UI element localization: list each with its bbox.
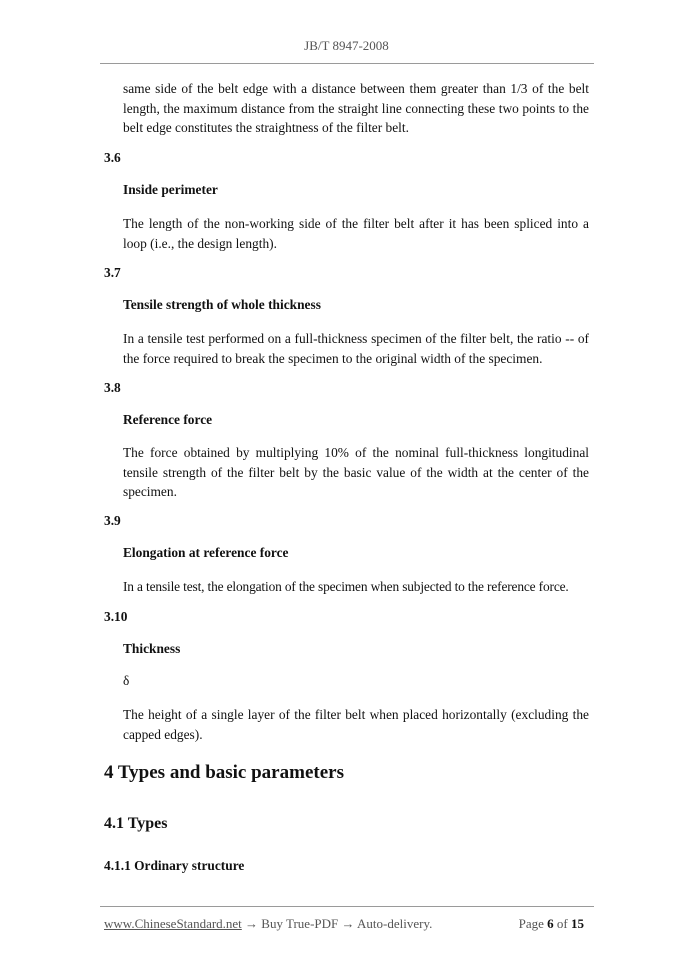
clause-number-3-7: 3.7	[104, 265, 121, 280]
clause-number-3-6: 3.6	[104, 150, 121, 165]
arrow-right-icon: →	[245, 916, 259, 931]
term-reference-force: Reference force	[123, 412, 213, 427]
paragraph-straightness-continued: same side of the belt edge with a distance between them greater than 1/3 of the belt length, the maximum distance from the straight line connecting these two points to the belt edge constitutes the straightness of the filter belt.	[123, 81, 589, 135]
page-total: 15	[571, 916, 584, 931]
site-link[interactable]: www.ChineseStandard.net	[104, 916, 242, 931]
footer-promo	[104, 916, 432, 932]
header-divider	[100, 63, 594, 64]
section-heading-4-1: 4.1 Types	[104, 815, 168, 832]
buy-pdf-text: Buy True-PDF	[261, 916, 339, 931]
definition-elongation: In a tensile test, the elongation of the specimen when subjected to the reference force.	[123, 579, 569, 594]
page-current: 6	[547, 916, 554, 931]
symbol-delta: δ	[123, 673, 130, 688]
section-heading-4: 4 Types and basic parameters	[104, 762, 344, 783]
clause-number-3-9: 3.9	[104, 513, 121, 528]
section-heading-4-1-1: 4.1.1 Ordinary structure	[104, 858, 245, 873]
page-label: Page	[518, 916, 544, 931]
arrow-right-icon: →	[341, 916, 355, 931]
auto-delivery-text: Auto-delivery.	[357, 916, 433, 931]
footer-divider	[100, 906, 594, 907]
term-tensile-strength: Tensile strength of whole thickness	[123, 297, 321, 312]
page-number	[519, 916, 584, 932]
term-inside-perimeter: Inside perimeter	[123, 182, 218, 197]
clause-number-3-10: 3.10	[104, 609, 128, 624]
term-thickness: Thickness	[123, 641, 181, 656]
page-of-label: of	[556, 916, 568, 931]
definition-inside-perimeter: The length of the non-working side of the filter belt after it has been spliced into a loop (i.e., the design length).	[123, 216, 589, 251]
definition-thickness: The height of a single layer of the filter belt when placed horizontally (excluding the capped edges).	[123, 707, 589, 742]
clause-number-3-8: 3.8	[104, 380, 121, 395]
definition-tensile-strength: In a tensile test performed on a full-thickness specimen of the filter belt, the ratio -- of the force required to break the specimen to the original width of the specimen.	[123, 331, 589, 366]
term-elongation: Elongation at reference force	[123, 545, 289, 560]
page-header: JB/T 8947-2008	[304, 38, 389, 53]
definition-reference-force: The force obtained by multiplying 10% of the nominal full-thickness longitudinal tensile strength of the filter belt by the basic value of the width at the center of the specimen.	[123, 445, 589, 499]
